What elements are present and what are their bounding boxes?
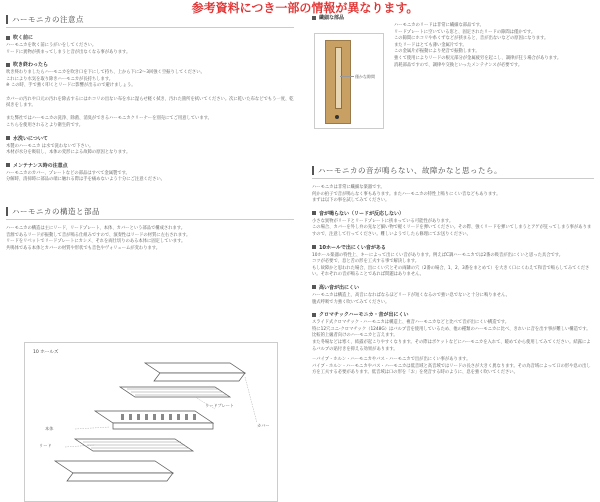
square-bullet-icon — [312, 16, 316, 20]
right-column — [312, 0, 594, 377]
harmonica-exploded-diagram — [24, 342, 278, 502]
label-cover: カバー — [257, 423, 270, 428]
reed-plate-image — [325, 40, 351, 124]
square-bullet-icon — [6, 36, 10, 40]
square-bullet-icon — [6, 136, 10, 140]
harmonica-drawing — [25, 343, 277, 501]
reed-plate-illustration — [314, 33, 384, 129]
diagram-title: 10 ホールズ — [33, 350, 59, 355]
square-bullet-icon — [6, 63, 10, 67]
square-bullet-icon — [312, 245, 316, 249]
trouble-title: ハーモニカの音が鳴らない、故障かなと思ったら。 — [312, 165, 594, 179]
left-column — [6, 0, 294, 252]
gap-label: 僅かな隙間 — [355, 74, 375, 79]
label-reed: リード — [39, 443, 52, 448]
trouble-section-chromatic: クロマチックハーモニカ・音が出にくい スライド式クロマチック・ハーモニカは構造上、複音ハーモニカなどと比べて音が出にくい構造です。 特に12穴ユニ-クロマチック（1248G）はバルブ音を使用しているため、他の種類のハーモニカに比べ、きれいに音を出す事が難しい構造です。比較的上級者向けのハーモニカと言えます。 また冬場などは寒く、結露が起こりやすくなります。その際はポケットなどにハーモニカを入れて、暖めてから使用してみてください。結露によるバルブの貼付きを抑える効果があります。 — [312, 312, 591, 352]
square-bullet-icon — [312, 211, 316, 215]
label-body: 本体 — [45, 426, 54, 431]
square-bullet-icon — [312, 313, 316, 317]
reed-section — [312, 23, 594, 131]
structure-title: ハーモニカの構造と部品 — [6, 206, 294, 220]
trouble-section-10-hole: 10ホールで出にくい音がある 10ホール楽器の特性上、キーによって出にくい音があります。例えばC調ハーモニカでは2番の吸音が出にくいと思った具合です。 コツが必要で、息と舌の形を工夫する事で解決します。 もし故障かと思われた場合、出にくい穴とその両隣の穴（2番の場合、1、2、3番をまとめて）を大きく口にくわえて和音で鳴らしてみてください。それぞれの音が鳴ることであれば問題はありません。 — [312, 244, 590, 278]
trouble-section-vibe-horn: －バイブ・ホルン・ハーモニカやバス・ハーモニカで出が出にくい事があります。 バイブ・ホルン・ハーモニカやバス・ハーモニカは低音域と高音域ではリードの長さが大きく異なります。その為音域によって口の形や息の出し方を工夫する必要があります。低音域は口の形を「お」を発音する時のように、息を強く吹いてください。 — [312, 357, 591, 376]
trouble-section-no-sound: 音が鳴らない（リードが反応しない） 小さな異物がリードとリードプレートに挟まっている可能性があります。 この場合、カバーを外し弁の先など細い物で軽くリードを弾いてください。その際、強くリードを弾いてしまうとアゲが狂ってしまう事がありますので、注意して行ってください。難しいようでしたら修理にてお送りください。 — [312, 210, 592, 237]
caution-section-after-playing: 吹き終わったら 吹き終わりましたらハーモニカを吹き口を下にして持ち、上から下に2～3回強く空振りしてください。 これにより水気を取り除きハーモニカが長持ちします。 ※ この時、手で強く叩くとリードに影響が出るので避けましょう。 カバーの汚れや口元の汚れを除去するにはホコリの出ない布を水に湿らせ軽く拭き、汚れた箇所を拭いてください。次に乾いた布などでもう一度、乾拭きをします。 また弊社ではハーモニカの洗浄、除菌、消臭ができるハーモニカクリーナーを別売にてご用意しています。 こちらを使用されるとより衛生的です。 — [6, 62, 294, 128]
caution-section-maintenance: メンテナンス時の注意点 ハーモニカのカバー、プレートなどの部品はすべて金属製です。 分解時、清掃時に部品の端に触れる際は手を痛めないよう十分にご注意ください。 — [6, 162, 165, 183]
cautions-title: ハーモニカの注意点 — [6, 14, 294, 28]
reed-section-heading: 繊細な部品 — [312, 14, 594, 21]
caution-section-before-playing: 吹く前に ハーモニカを吹く前にうがいをしてください。 リードに異物が挟まってしまうと音が出なくなる事があります。 — [6, 35, 131, 55]
rivet-hole — [335, 115, 339, 119]
caution-section-washing: 水洗いについて 木製のハーモニカ は水で洗わないで下さい。 木材が水分を吸収し、本体の変形による故障の原因となります。 — [6, 135, 131, 156]
square-bullet-icon — [6, 163, 10, 167]
trouble-intro: ハーモニカは非常に繊細な楽器です。 何かの拍子で音が鳴らなく事もあります。またハーモニカの特性上鳴りにくい音などもあります。 まずは以下の事を試してみてください。 — [312, 185, 501, 204]
reed-slot — [335, 47, 342, 109]
trouble-section-high-notes: 高い音が出にくい ハーモニカは構造上、高音になればなるほどリードが短くなるので強い息でないと十分に鳴りません。 腹式呼吸で力強く吹いてみてください。 — [312, 284, 510, 305]
label-reed-plate: リードプレート — [205, 403, 235, 408]
notice-banner: 参考資料につき一部の情報が異なります。 — [191, 1, 419, 15]
square-bullet-icon — [312, 285, 316, 289]
reed-body: ハーモニカのリードは非常に繊細な部品です。 リードプレートに空いている窓と、固定されたリードの隙間は僅かです。 この隙間にホコリや糸くずなどが挟まると、音が出ないなどの原因になります。 またリードはとても薄い金属片です。 この金属片が振動により発音で振動します。 強くて使用によりリードの根元部分が金属疲労を起こし、調律が狂う場合があります。 消耗部品ですので、調律や交換といったメンテナンスが必要です。 — [394, 23, 562, 68]
structure-body: ハーモニカの構造は主にリード、リードプレート、本体、カバーという部品で構成されます。 音源であるリードが振動して音が鳴る仕組みですので、演奏性はリードの材質に左右されます。 リードをリベットでリードプレートにカシメ、それを両仕切りのある本体に固定しています。 共鳴体である本体とカバーの材質や形状でも音色やヴォリュームが変わります。 — [6, 225, 191, 251]
